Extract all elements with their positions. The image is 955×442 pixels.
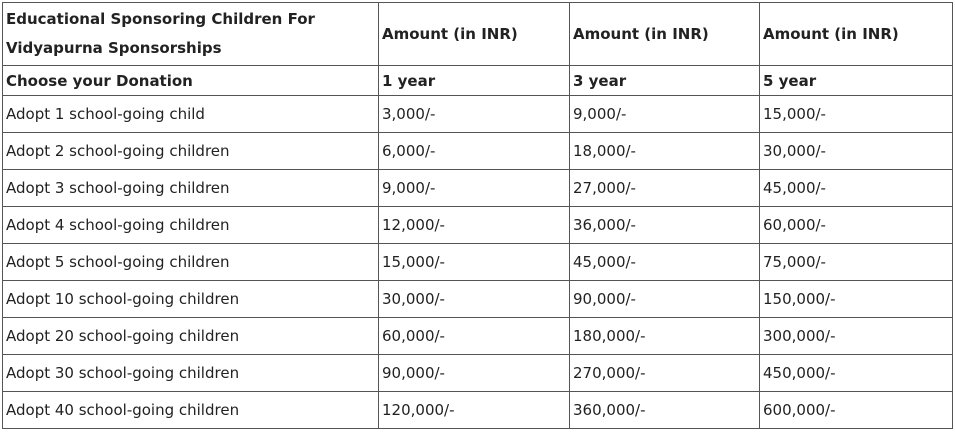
amount-3year: 9,000/- [570, 96, 760, 133]
amount-header-5year: Amount (in INR) [760, 3, 953, 66]
amount-1year: 12,000/- [379, 207, 570, 244]
table-row [3, 207, 953, 244]
amount-5year: 60,000/- [760, 207, 953, 244]
table-subheader-row [3, 66, 953, 96]
row-label: Adopt 10 school-going children [3, 281, 379, 318]
amount-header-3year: Amount (in INR) [570, 3, 760, 66]
amount-5year: 300,000/- [760, 318, 953, 355]
table-title: Educational Sponsoring Children For Vidyapurna Sponsorships [3, 3, 379, 66]
amount-3year: 270,000/- [570, 355, 760, 392]
amount-3year: 27,000/- [570, 170, 760, 207]
amount-3year: 90,000/- [570, 281, 760, 318]
choose-donation-label: Choose your Donation [3, 66, 379, 96]
table-row [3, 392, 953, 429]
table-row [3, 244, 953, 281]
row-label: Adopt 4 school-going children [3, 207, 379, 244]
amount-3year: 180,000/- [570, 318, 760, 355]
amount-5year: 450,000/- [760, 355, 953, 392]
duration-3year: 3 year [570, 66, 760, 96]
sponsorship-table [2, 2, 953, 429]
table-body [3, 96, 953, 429]
amount-5year: 15,000/- [760, 96, 953, 133]
amount-1year: 30,000/- [379, 281, 570, 318]
amount-3year: 360,000/- [570, 392, 760, 429]
duration-1year: 1 year [379, 66, 570, 96]
row-label: Adopt 2 school-going children [3, 133, 379, 170]
amount-3year: 36,000/- [570, 207, 760, 244]
row-label: Adopt 1 school-going child [3, 96, 379, 133]
amount-3year: 18,000/- [570, 133, 760, 170]
table-header-row [3, 3, 953, 66]
table-row [3, 318, 953, 355]
amount-1year: 120,000/- [379, 392, 570, 429]
amount-5year: 45,000/- [760, 170, 953, 207]
amount-5year: 75,000/- [760, 244, 953, 281]
table-row [3, 281, 953, 318]
table-row [3, 170, 953, 207]
table-row [3, 355, 953, 392]
amount-1year: 60,000/- [379, 318, 570, 355]
amount-5year: 150,000/- [760, 281, 953, 318]
table-row [3, 96, 953, 133]
row-label: Adopt 30 school-going children [3, 355, 379, 392]
row-label: Adopt 3 school-going children [3, 170, 379, 207]
row-label: Adopt 40 school-going children [3, 392, 379, 429]
amount-1year: 6,000/- [379, 133, 570, 170]
amount-5year: 600,000/- [760, 392, 953, 429]
amount-1year: 15,000/- [379, 244, 570, 281]
row-label: Adopt 5 school-going children [3, 244, 379, 281]
row-label: Adopt 20 school-going children [3, 318, 379, 355]
amount-1year: 90,000/- [379, 355, 570, 392]
amount-5year: 30,000/- [760, 133, 953, 170]
amount-3year: 45,000/- [570, 244, 760, 281]
amount-1year: 9,000/- [379, 170, 570, 207]
amount-header-1year: Amount (in INR) [379, 3, 570, 66]
table-row [3, 133, 953, 170]
amount-1year: 3,000/- [379, 96, 570, 133]
duration-5year: 5 year [760, 66, 953, 96]
